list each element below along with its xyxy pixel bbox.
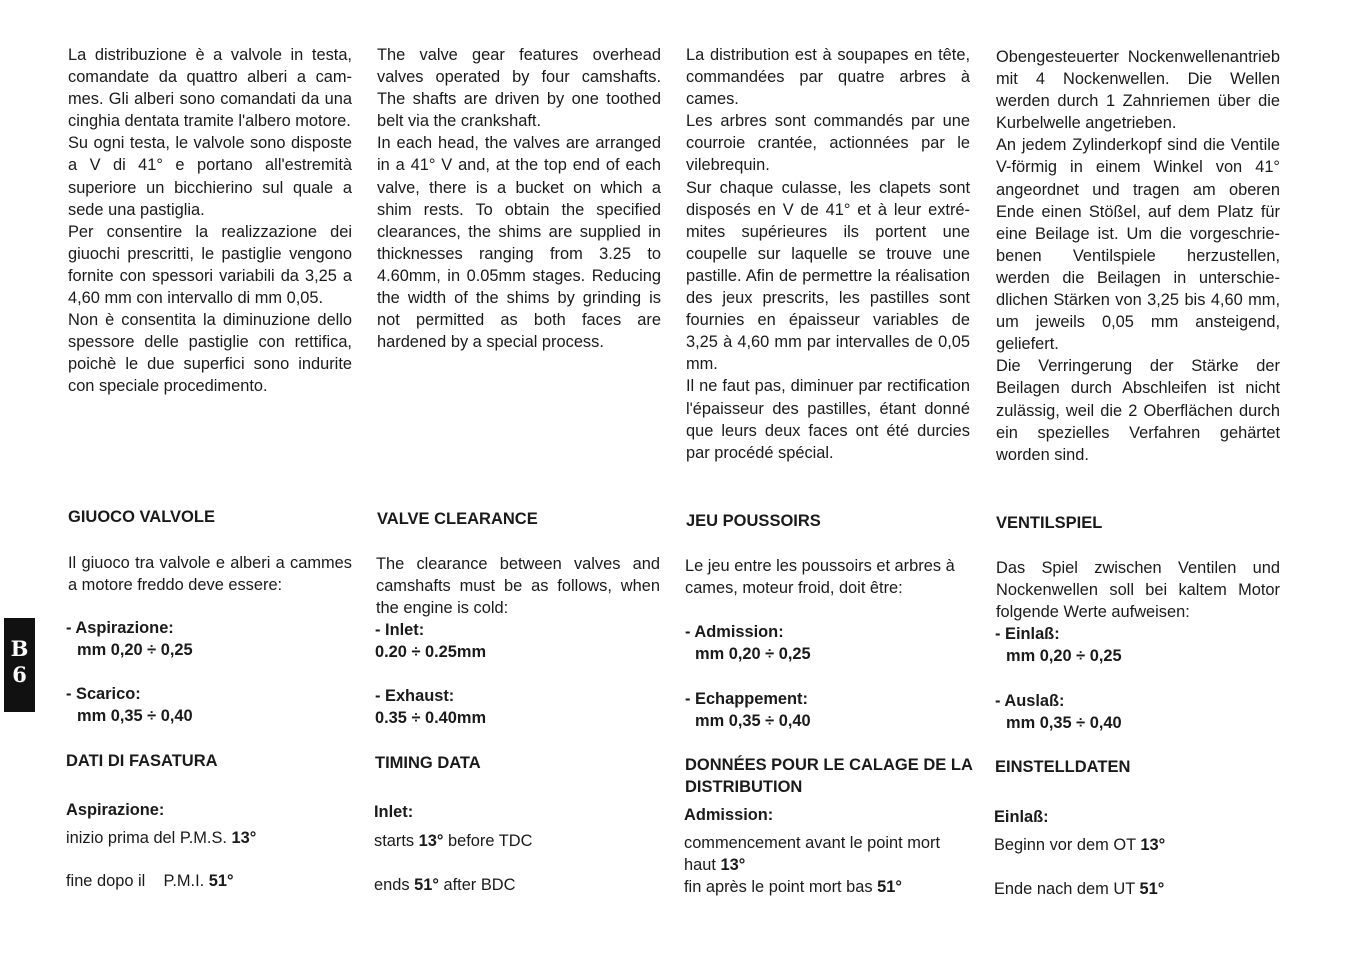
- exhaust-value-english: 0.35 ÷ 0.40mm: [375, 709, 487, 727]
- timing-start-italian: inizio prima del P.M.S. 13°: [66, 829, 257, 847]
- end-angle: 51°: [414, 876, 439, 894]
- paragraph: La distribuzione è a valvole in testa, comandate da quattro alberi a cammes. Gli alberi sono comandati da una cinghia dentata tramite l'albero motore.: [68, 46, 352, 131]
- paragraph: Die Verringerung der Stärke der Beilagen durch Abschleifen ist nicht zulässig, weil die 2 Oberflächen durch ein spezielles Verfahren gehärtet worden sind.: [996, 357, 1280, 464]
- inlet-label-italian: - Aspirazione:: [66, 619, 174, 637]
- timing-subheading-italian: Aspirazione:: [66, 801, 165, 819]
- inlet-value-german: mm 0,20 ÷ 0,25: [1006, 647, 1122, 665]
- timing-subheading-french: Admission:: [684, 806, 774, 824]
- paragraph: Non è consentita la diminuzione dello spessore delle pastiglie con rettifica, poichè le due superfici sono indurite con speciale procedimento.: [68, 311, 352, 396]
- start-angle: 13°: [231, 829, 257, 847]
- paragraph: Per consentire la realizzazione dei giuochi prescritti, le pastiglie vengono fornite con spessori variabili da 3,25 a 4,60 mm con intervallo di mm 0,05.: [68, 222, 352, 308]
- inlet-value-italian: mm 0,20 ÷ 0,25: [77, 641, 193, 659]
- timing-subheading-english: Inlet:: [374, 803, 414, 821]
- timing-end-french: fin après le point mort bas 51°: [684, 878, 902, 896]
- paragraph: The valve gear features overhead valves operated by four camshafts. The shafts are driven by one toothed belt via the crankshaft.: [377, 46, 661, 131]
- paragraph: Sur chaque culasse, les clapets sont disposés en V de 41° et à leur extrémites supérieures ils portent une coupelle sur laquelle se trouve une pastille. Afin de permettre la réalisation des jeux prescrits, les pastilles sont fournies en épaisseur variables de 3,25 à 4,60 mm par intervalles de 0,05 mm.: [686, 178, 970, 374]
- exhaust-value-italian: mm 0,35 ÷ 0,40: [77, 707, 193, 725]
- timing-start-french: commencement avant le point mort haut 13°: [684, 834, 940, 874]
- clearance-heading-german: VENTILSPIEL: [996, 514, 1103, 532]
- inlet-value-english: 0.20 ÷ 0.25mm: [375, 643, 487, 661]
- paragraph: An jedem Zylinderkopf sind die Ventile V-förmig in einem Winkel von 41° angeordnet und tragen am oberen Ende einen Stößel, auf dem Platz für eine Beilage ist. Um die vorgeschriebenen Ventilspiele herzustellen, werden die Beilagen in unterschiedlichen Stärken von 3,25 bis 4,60 mm, um jeweils 0,05 mm ansteigend, geliefert.: [996, 136, 1280, 354]
- exhaust-label-italian: - Scarico:: [66, 685, 141, 703]
- section-tab-b6: [4, 618, 35, 712]
- clearance-text-german: Das Spiel zwischen Ventilen und Nockenwellen soll bei kaltem Motor folgende Werte aufweisen:: [996, 559, 1280, 621]
- exhaust-value-french: mm 0,35 ÷ 0,40: [695, 712, 811, 730]
- timing-start-german: Beginn vor dem OT 13°: [994, 836, 1166, 854]
- paragraph: In each head, the valves are arranged in a 41° V and, at the top end of each valve, there is a bucket on which a shim rests. To obtain the specified clearances, the shims are supplied in thicknesses ranging from 3.25 to 4.60mm, in 0.05mm stages. Reducing the width of the shims by grinding is not permitted as both faces are hardened by a special process.: [377, 134, 661, 352]
- timing-heading-english: TIMING DATA: [375, 754, 481, 772]
- timing-end-german: Ende nach dem UT 51°: [994, 880, 1165, 898]
- inlet-label-german: - Einlaß:: [995, 625, 1060, 643]
- exhaust-label-german: - Auslaß:: [995, 692, 1065, 710]
- timing-subheading-german: Einlaß:: [994, 808, 1049, 826]
- inlet-label-french: - Admission:: [685, 623, 784, 641]
- paragraph: La distribution est à soupapes en tête, commandées par quatre arbres à cames.: [686, 46, 970, 109]
- timing-end-italian: fine dopo il P.M.I. 51°: [66, 872, 234, 890]
- end-angle: 51°: [877, 878, 902, 896]
- paragraph: Il ne faut pas, diminuer par rectification l'épaisseur des pastilles, étant donné que leurs deux faces ont été durcies par procédé spécial.: [686, 377, 970, 462]
- intro-french: [686, 44, 970, 464]
- paragraph: Obengesteuerter Nockenwellenantrieb mit 4 Nockenwellen. Die Wellen werden durch 1 Zahnriemen über die Kurbelwelle angetrieben.: [996, 48, 1280, 133]
- paragraph: Les arbres sont commandés par une courroie crantée, actionnées par le vilebrequin.: [686, 112, 970, 175]
- clearance-heading-english: VALVE CLEARANCE: [377, 510, 538, 528]
- intro-english: [377, 44, 661, 353]
- start-angle: 13°: [1140, 836, 1166, 854]
- timing-heading-german: EINSTELLDATEN: [995, 758, 1131, 776]
- exhaust-label-french: - Echappement:: [685, 690, 808, 708]
- section-letter: B: [10, 636, 29, 661]
- inlet-label-english: - Inlet:: [375, 621, 425, 639]
- exhaust-label-english: - Exhaust:: [375, 687, 455, 705]
- section-number: 6: [12, 662, 27, 687]
- clearance-heading-french: JEU POUSSOIRS: [686, 512, 821, 530]
- clearance-text-english: The clearance between valves and camshafts must be as follows, when the engine is cold:: [376, 555, 660, 617]
- start-angle: 13°: [720, 856, 746, 874]
- inlet-value-french: mm 0,20 ÷ 0,25: [695, 645, 811, 663]
- exhaust-value-german: mm 0,35 ÷ 0,40: [1006, 714, 1122, 732]
- paragraph: Su ogni testa, le valvole sono disposte a V di 41° e portano all'estremità superiore un bicchierino sul quale a sede una pastiglia.: [68, 134, 352, 219]
- clearance-text-french: Le jeu entre les poussoirs et arbres à cames, moteur froid, doit être:: [685, 557, 955, 597]
- clearance-text-italian: Il giuoco tra valvole e alberi a cammes a motore freddo deve essere:: [68, 554, 352, 594]
- intro-italian: [68, 44, 352, 398]
- start-angle: 13°: [418, 832, 444, 850]
- timing-heading-french: DONNÉES POUR LE CALAGE DE LA DISTRIBUTION: [685, 756, 973, 796]
- intro-german: [996, 46, 1280, 466]
- end-angle: 51°: [1139, 880, 1165, 898]
- clearance-heading-italian: GIUOCO VALVOLE: [68, 508, 215, 526]
- timing-heading-italian: DATI DI FASATURA: [66, 752, 218, 770]
- timing-end-english: ends 51° after BDC: [374, 876, 516, 894]
- end-angle: 51°: [208, 872, 234, 890]
- timing-start-english: starts 13° before TDC: [374, 832, 533, 850]
